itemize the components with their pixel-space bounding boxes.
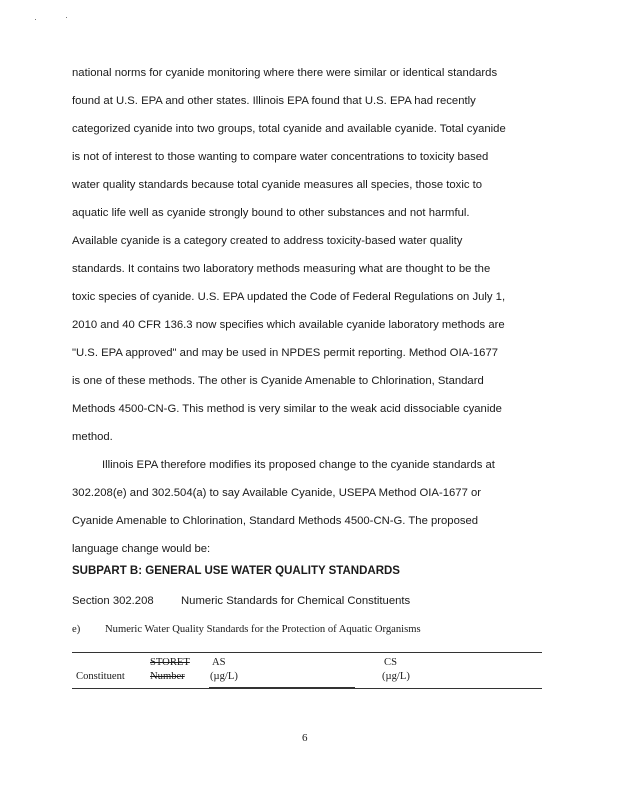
text-line: categorized cyanide into two groups, total cyanide and available cyanide. Total cyanide	[72, 123, 506, 135]
constituent-header: Constituent	[76, 671, 125, 682]
subpart-heading: SUBPART B: GENERAL USE WATER QUALITY STANDARDS	[72, 565, 400, 577]
cs-header: CS	[384, 657, 397, 668]
as-column-rule	[209, 687, 355, 688]
as-header: AS	[212, 657, 226, 668]
text-line: water quality standards because total cyanide measures all species, those toxic to	[72, 179, 483, 191]
text-line: 2010 and 40 CFR 136.3 now specifies which available cyanide laboratory methods are	[72, 319, 505, 331]
cs-unit: (µg/L)	[382, 671, 410, 682]
text-line: language change would be:	[72, 543, 211, 555]
text-line: national norms for cyanide monitoring where there were similar or identical standards	[72, 67, 498, 79]
text-line: 302.208(e) and 302.504(a) to say Available Cyanide, USEPA Method OIA-1677 or	[72, 487, 482, 499]
text-line: aquatic life well as cyanide strongly bound to other substances and not harmful.	[72, 207, 470, 219]
text-line: toxic species of cyanide. U.S. EPA updated the Code of Federal Regulations on July 1,	[72, 291, 506, 303]
subsection-title: Numeric Water Quality Standards for the Protection of Aquatic Organisms	[105, 624, 421, 635]
subsection-line	[72, 624, 421, 635]
text-line: found at U.S. EPA and other states. Illinois EPA found that U.S. EPA had recently	[72, 95, 476, 107]
table-top-rule	[72, 652, 542, 653]
section-title: Numeric Standards for Chemical Constituents	[181, 595, 411, 607]
storet-header: STORET	[150, 657, 190, 668]
section-line	[72, 595, 411, 607]
subsection-label: e)	[72, 624, 81, 635]
text-line: is not of interest to those wanting to compare water concentrations to toxicity based	[72, 151, 489, 163]
text-line: is one of these methods. The other is Cyanide Amenable to Chlorination, Standard	[72, 375, 484, 387]
text-line: "U.S. EPA approved" and may be used in NPDES permit reporting. Method OIA-1677	[72, 347, 499, 359]
text-line: Illinois EPA therefore modifies its proposed change to the cyanide standards at	[102, 459, 495, 471]
text-line: Cyanide Amenable to Chlorination, Standard Methods 4500-CN-G. The proposed	[72, 515, 479, 527]
text-line: Methods 4500-CN-G. This method is very similar to the weak acid dissociable cyanide	[72, 403, 502, 415]
storet-number-header: Number	[150, 671, 185, 682]
scan-speck	[66, 17, 67, 18]
text-line: standards. It contains two laboratory methods measuring what are thought to be the	[72, 263, 491, 275]
section-number: Section 302.208	[72, 595, 154, 607]
page-number: 6	[302, 732, 308, 744]
as-unit: (µg/L)	[210, 671, 238, 682]
body-paragraph-1	[72, 59, 562, 451]
scan-speck	[35, 19, 36, 20]
text-line: method.	[72, 431, 113, 443]
text-line: Available cyanide is a category created to address toxicity-based water quality	[72, 235, 463, 247]
table-header-rule	[72, 688, 542, 689]
body-paragraph-2	[72, 451, 562, 563]
